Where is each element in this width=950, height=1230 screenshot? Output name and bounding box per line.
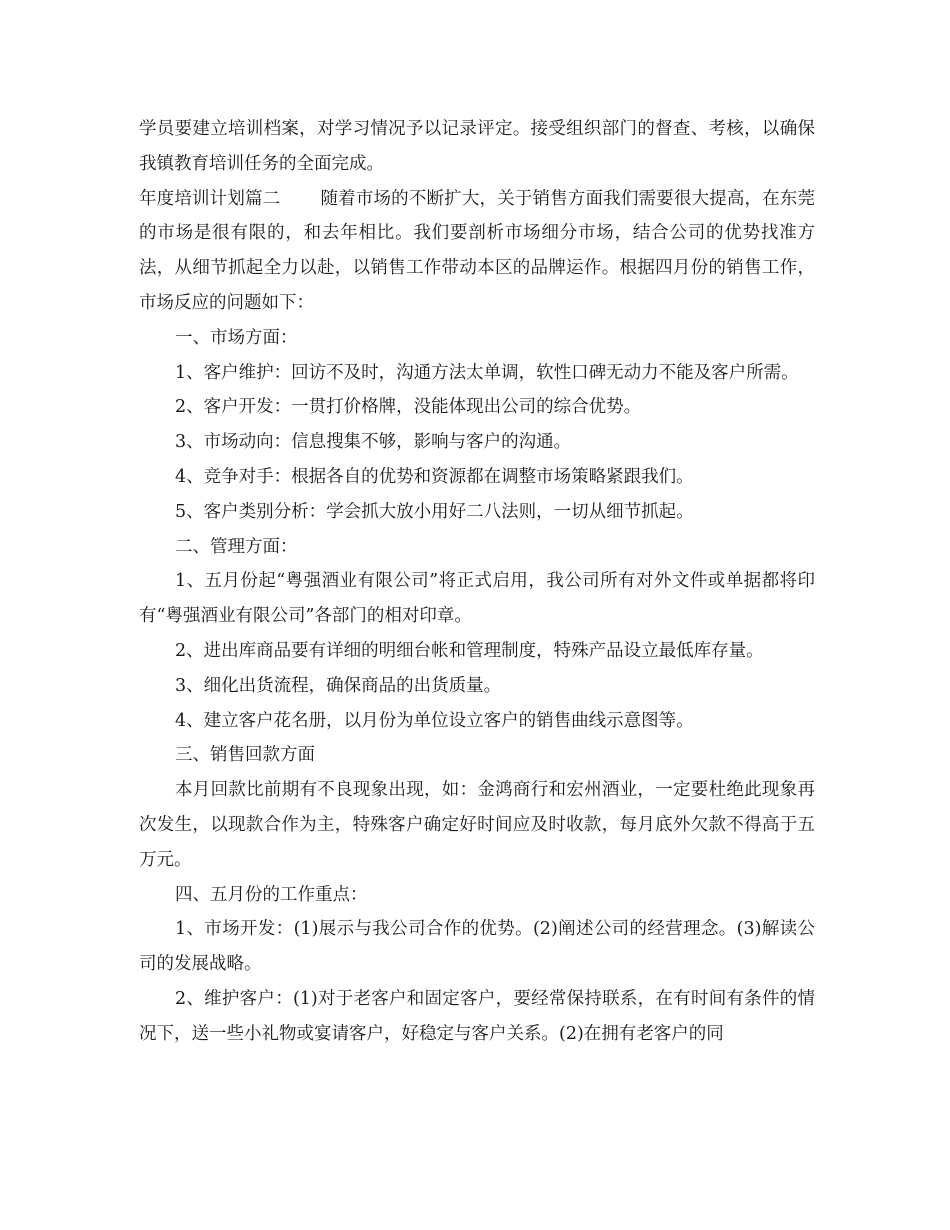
list-item: 1、市场开发：(1)展示与我公司合作的优势。(2)阐述公司的经营理念。(3)解读公司的发展战略。 (139, 919, 815, 975)
list-item: 2、维护客户：(1)对于老客户和固定客户，要经常保持联系，在有时间有条件的情况下，送一些小礼物或宴请客户，好稳定与客户关系。(2)在拥有老客户的同 (139, 988, 815, 1044)
section-title: 年度培训计划篇二 (139, 188, 281, 209)
heading-management: 二、管理方面： (175, 536, 298, 557)
list-item: 2、客户开发：一贯打价格牌，没能体现出公司的综合优势。 (175, 397, 642, 418)
heading-payment: 三、销售回款方面 (175, 745, 315, 766)
heading-market: 一、市场方面： (175, 327, 298, 348)
list-item: 4、竞争对手：根据各自的优势和资源都在调整市场策略紧跟我们。 (175, 466, 694, 487)
paragraph: 学员要建立培训档案，对学习情况予以记录评定。接受组织部门的督查、考核，以确保我镇教育培训任务的全面完成。 (139, 119, 815, 174)
list-item: 1、五月份起“粤强酒业有限公司”将正式启用，我公司所有对外文件或单据都将印有“粤强酒业有限公司”各部门的相对印章。 (139, 571, 815, 627)
list-item: 2、进出库商品要有详细的明细台帐和管理制度，特殊产品设立最低库存量。 (175, 640, 764, 661)
list-item: 3、细化出货流程，确保商品的出货质量。 (175, 675, 502, 696)
list-item: 4、建立客户花名册，以月份为单位设立客户的销售曲线示意图等。 (175, 710, 694, 731)
paragraph-section-title (139, 182, 815, 321)
heading-focus: 四、五月份的工作重点： (175, 884, 368, 905)
list-item: 3、市场动向：信息搜集不够，影响与客户的沟通。 (175, 432, 572, 453)
document-body (139, 112, 815, 1052)
paragraph: 本月回款比前期有不良现象出现，如：金鸿商行和宏州酒业，一定要杜绝此现象再次发生，以现款合作为主，特殊客户确定好时间应及时收款，每月底外欠款不得高于五万元。 (139, 780, 815, 870)
paragraph-text: 随着市场的不断扩大，关于销售方面我们需要很大提高，在东莞的市场是很有限的，和去年相比。我们要剖析市场细分市场，结合公司的优势找准方法，从细节抓起全力以赴，以销售工作带动本区的品牌运作。根据四月份的销售工作，市场反应的问题如下： (139, 188, 816, 313)
list-item: 1、客户维护：回访不及时，沟通方法太单调，软性口碑无动力不能及客户所需。 (175, 362, 799, 383)
list-item: 5、客户类别分析：学会抓大放小用好二八法则，一切从细节抓起。 (175, 501, 694, 522)
